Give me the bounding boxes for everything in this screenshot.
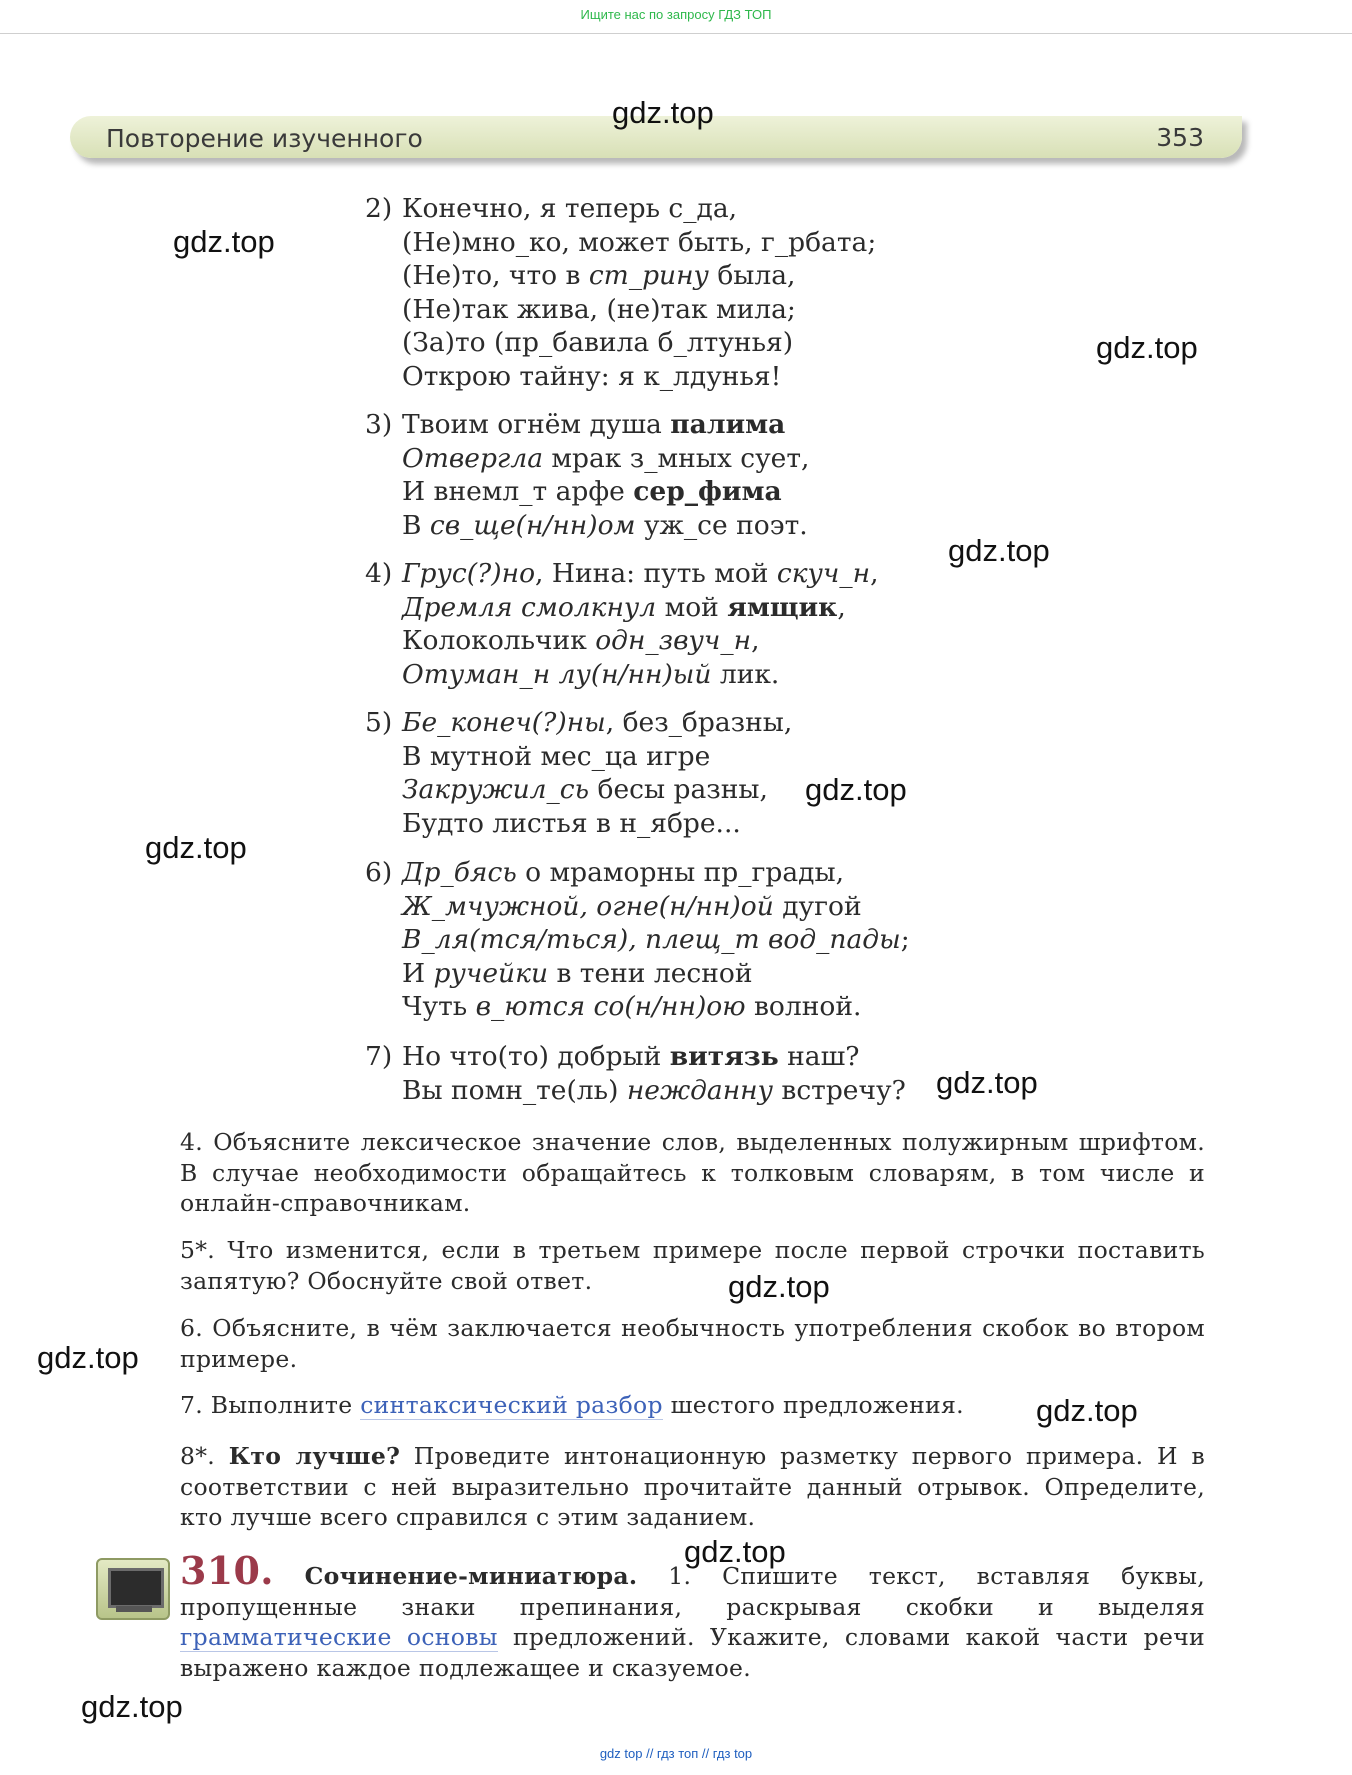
poem-line: Др_бясь о мраморны пр_грады, [402,857,844,888]
poem-line: (Не)мно_ко, может быть, г_рбата; [402,226,877,258]
poem-line: Грус(?)но, Нина: путь мой скуч_н, [402,558,879,589]
poem-2 [365,192,876,393]
poem-line: Вы помн_те(ль) нежданну встречу? [402,1074,906,1106]
watermark: gdz.top [805,772,907,807]
watermark: gdz.top [612,95,714,130]
poem-number: 7) [365,1041,393,1072]
watermark: gdz.top [684,1534,786,1569]
poem-number: 2) [365,193,393,224]
poem-7 [365,1040,906,1107]
poem-line: И внемл_т арфе сер_фима [402,476,782,507]
poem-number: 4) [365,558,393,589]
poem-line: И ручейки в тени лесной [402,957,753,989]
poem-3 [365,408,809,542]
exercise-number: 310. [180,1548,274,1593]
task-7: 7. Выполните синтаксический разбор шестого предложения. [180,1391,964,1419]
watermark: gdz.top [948,533,1050,568]
task-5: 5*. Что изменится, если в третьем примере после первой строчки поставить запятую? Обоснуйте свой ответ. [180,1236,1205,1295]
watermark: gdz.top [37,1340,139,1375]
poem-6 [365,856,910,1024]
poem-line: Открою тайну: я к_лдунья! [402,360,782,392]
poem-line: Колокольчик одн_звуч_н, [402,625,760,656]
watermark: gdz.top [145,830,247,865]
poem-number: 6) [365,857,393,888]
poem-line: В мутной мес_ца игре [402,740,711,772]
exercise-text: Сочинение-миниатюра. 1. Спишите текст, вставляя буквы, пропущенные знаки препинания, раскрывая скобки и выделяя грамматические основы предложений. Укажите, словами какой части речи выражено каждое подлежащее и сказуемое. [180,1562,1206,1682]
task-4: 4. Объясните лексическое значение слов, выделенных полужирным шрифтом. В случае необходимости обращайтесь к толковым словарям, в том числе и онлайн-справочникам. [180,1128,1205,1217]
watermark: gdz.top [1096,330,1198,365]
poem-line: (За)то (пр_бавила б_лтунья) [402,327,794,358]
watermark: gdz.top [936,1065,1038,1100]
poem-line: Ж_мчужной, огне(н/нн)ой дугой [402,890,862,922]
watermark: gdz.top [728,1269,830,1304]
poem-line: В св_ще(н/нн)ом уж_се поэт. [402,509,808,541]
poem-line: Будто листья в н_ябре... [402,807,741,839]
poem-line: (Не)то, что в ст_рину была, [402,260,796,291]
poem-number: 5) [365,707,393,738]
poem-line: Конечно, я теперь с_да, [402,193,738,224]
poem-line: Отвергла мрак з_мных сует, [402,442,810,474]
poem-line: Отуман_н лу(н/нн)ый лик. [402,658,780,690]
watermark: gdz.top [81,1689,183,1724]
poem-5 [365,706,792,840]
poem-line: Дремля смолкнул мой ямщик, [402,591,846,623]
footer-links[interactable]: gdz top // гдз топ // гдз top [599,1746,753,1761]
page-number: 353 [1156,123,1204,152]
poem-line: В_ля(тся/ться), плещ_т вод_пады; [402,924,910,955]
task-6: 6. Объясните, в чём заключается необычность употребления скобок во втором примере. [180,1314,1205,1373]
poem-line: Закружил_сь бесы разны, [402,774,768,805]
computer-icon [96,1558,170,1620]
poem-4 [365,557,879,691]
poem-line: Но что(то) добрый витязь наш? [402,1041,860,1072]
watermark: gdz.top [173,224,275,259]
poem-line: Бе_конеч(?)ны, без_бразны, [402,707,793,738]
top-banner: Ищите нас по запросу ГДЗ ТОП [0,0,1352,34]
chapter-title: Повторение изученного [106,124,423,153]
task-8: 8*. Кто лучше? Проведите интонационную разметку первого примера. И в соответствии с ней выразительно прочитайте данный отрывок. Определите, кто лучше всего справился с этим заданием. [180,1442,1205,1531]
poem-line: Твоим огнём душа палима [402,409,786,440]
poem-line: Чуть в_ются со(н/нн)ою волной. [402,991,862,1022]
poem-number: 3) [365,409,393,440]
poem-line: (Не)так жива, (не)так мила; [402,293,796,325]
watermark: gdz.top [1036,1393,1138,1428]
